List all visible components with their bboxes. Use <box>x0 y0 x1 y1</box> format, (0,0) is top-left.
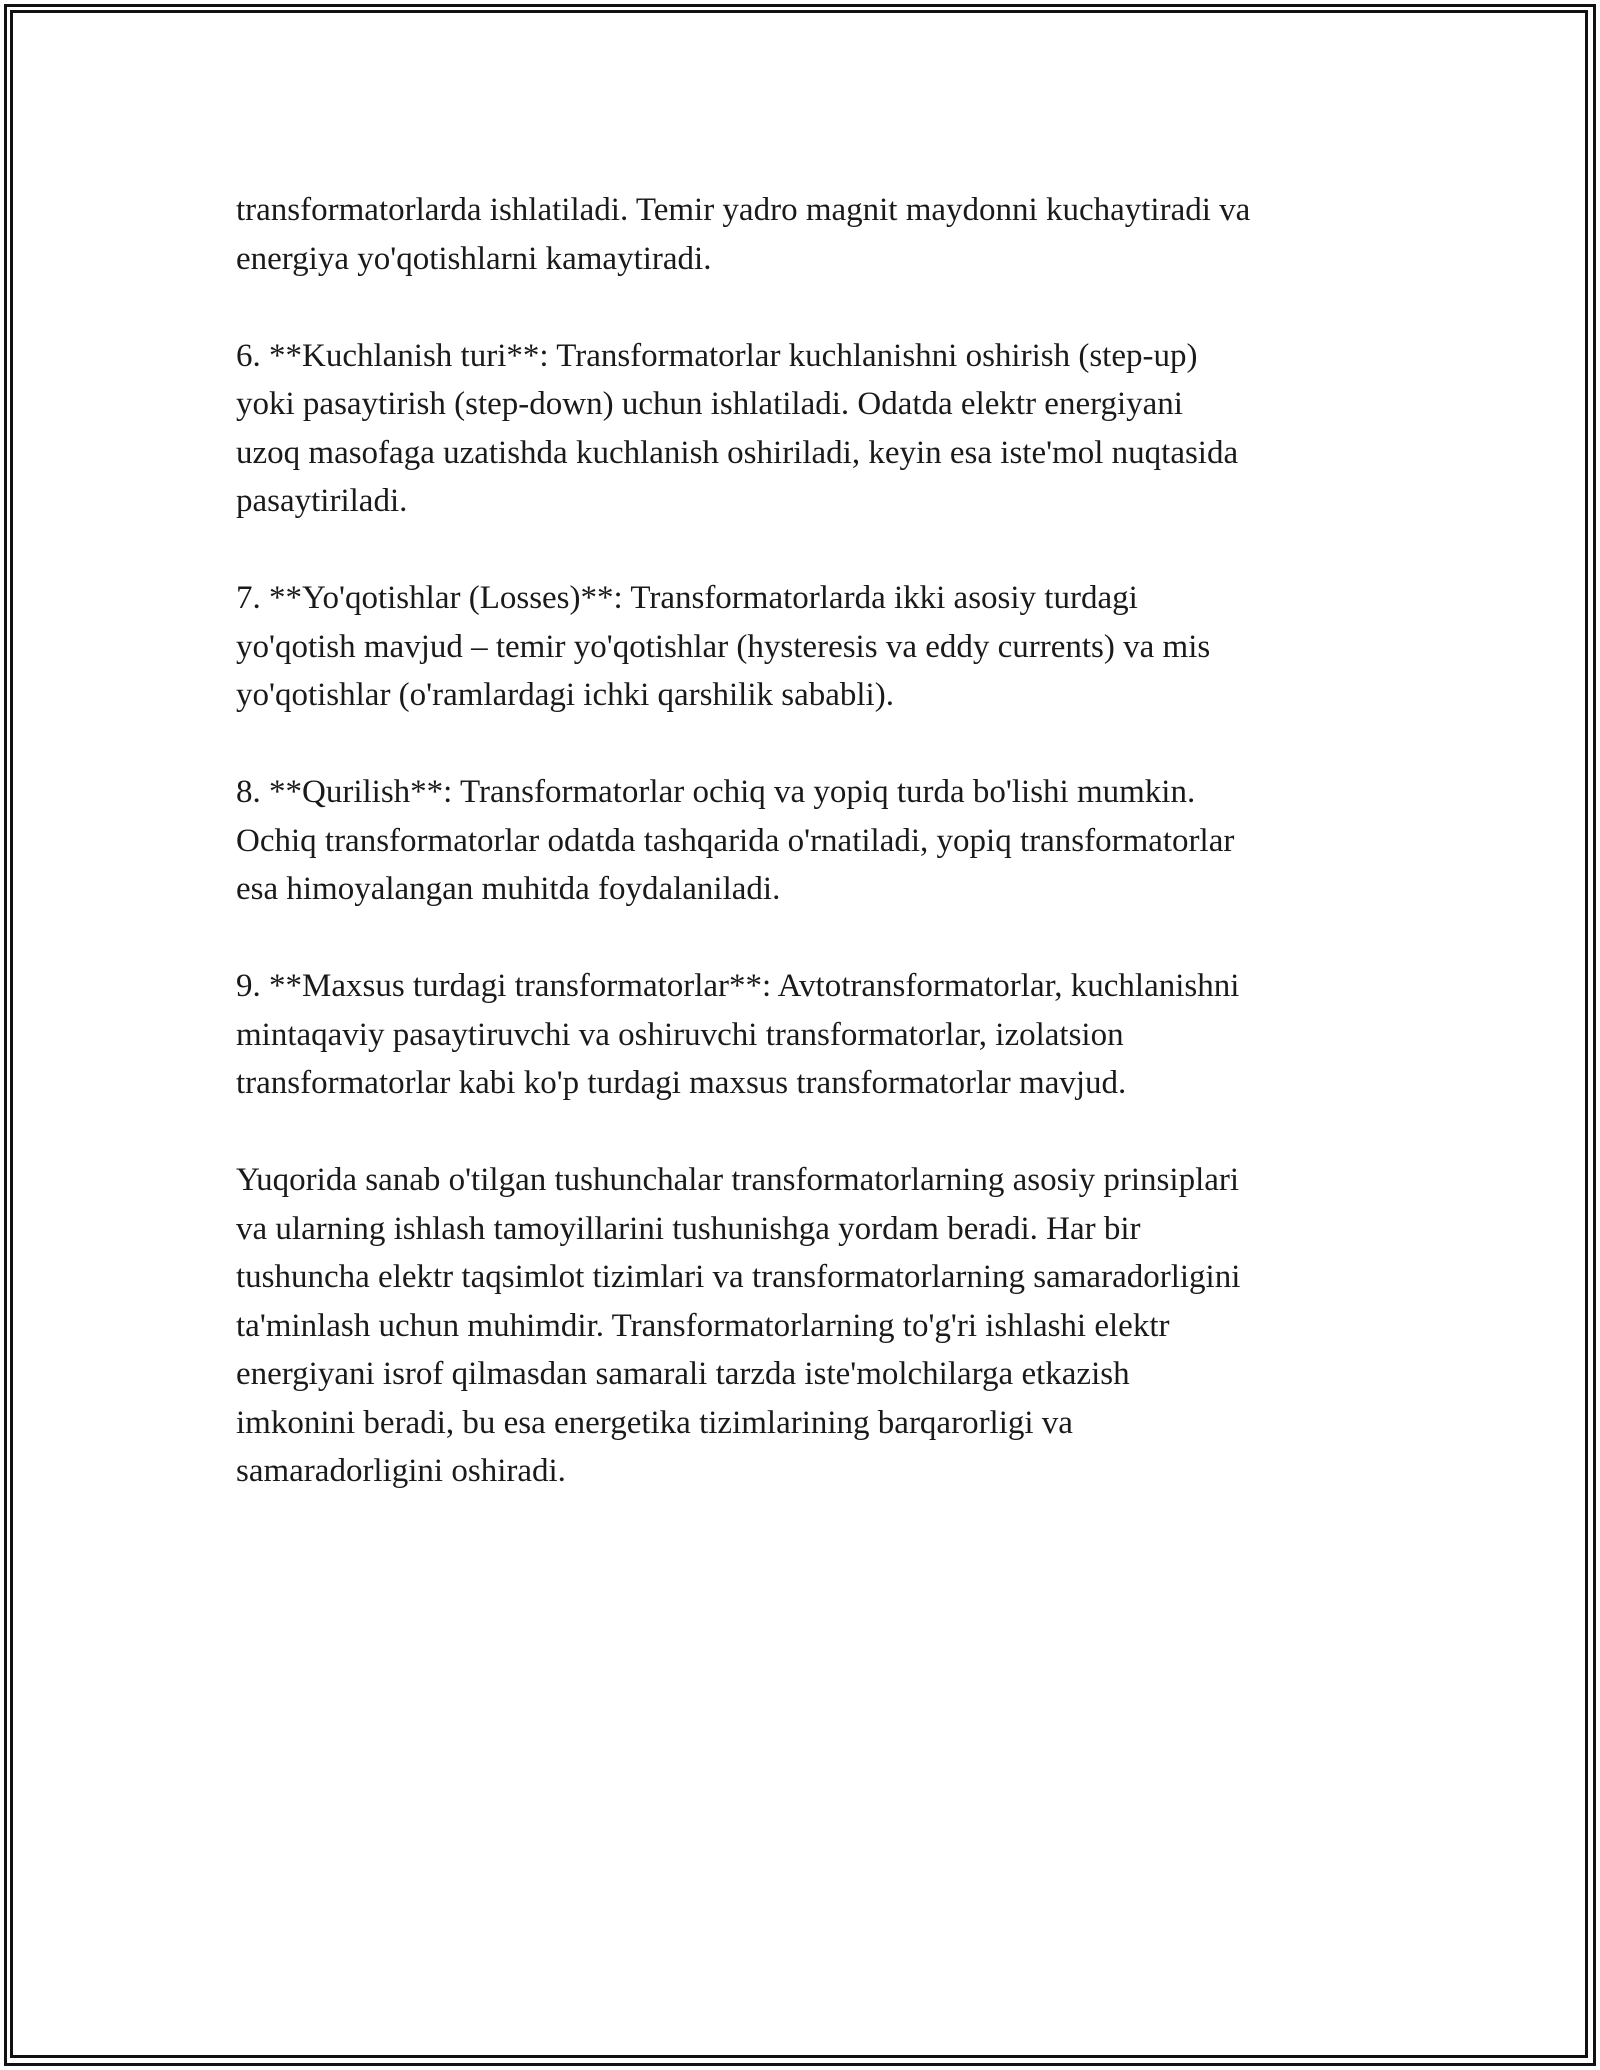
text-line: 8. **Qurilish**: Transformatorlar ochiq va yopiq turda bo'lishi mumkin. <box>236 774 1196 810</box>
text-line: transformatorlarda ishlatiladi. Temir yadro magnit maydonni kuchaytiradi va <box>236 192 1251 228</box>
text-line: ta'minlash uchun muhimdir. Transformatorlarning to'g'ri ishlashi elektr <box>236 1307 1170 1344</box>
text-line: pasaytiriladi. <box>236 483 408 519</box>
text-line: 9. **Maxsus turdagi transformatorlar**: Avtotransformatorlar, kuchlanishni <box>236 968 1240 1004</box>
text-line: yoki pasaytirish (step-down) uchun ishlatiladi. Odatda elektr energiyani <box>236 386 1183 422</box>
text-line: uzoq masofaga uzatishda kuchlanish oshiriladi, keyin esa iste'mol nuqtasida <box>236 434 1239 471</box>
paragraph-iron-core-continuation <box>236 186 1396 283</box>
paragraph-item-7-losses <box>236 574 1396 720</box>
document-body <box>236 186 1396 1544</box>
paragraph-item-9-special-transformers <box>236 962 1396 1108</box>
text-line: va ularning ishlash tamoyillarini tushunishga yordam beradi. Har bir <box>236 1210 1141 1247</box>
paragraph-item-8-construction <box>236 768 1396 914</box>
text-line: energiya yo'qotishlarni kamaytiradi. <box>236 240 712 277</box>
text-line: transformatorlar kabi ko'p turdagi maxsus transformatorlar mavjud. <box>236 1065 1127 1101</box>
text-line: tushuncha elektr taqsimlot tizimlari va transformatorlarning samaradorligini <box>236 1259 1241 1295</box>
paragraph-item-6-voltage-type <box>236 332 1396 526</box>
text-line: Yuqorida sanab o'tilgan tushunchalar transformatorlarning asosiy prinsiplari <box>236 1162 1240 1198</box>
text-line: Ochiq transformatorlar odatda tashqarida o'rnatiladi, yopiq transformatorlar <box>236 822 1235 859</box>
text-line: yo'qotish mavjud – temir yo'qotishlar (hysteresis va eddy currents) va mis <box>236 628 1211 665</box>
text-line: mintaqaviy pasaytiruvchi va oshiruvchi transformatorlar, izolatsion <box>236 1016 1124 1053</box>
text-line: yo'qotishlar (o'ramlardagi ichki qarshilik sababli). <box>236 677 894 713</box>
text-line: 6. **Kuchlanish turi**: Transformatorlar kuchlanishni oshirish (step-up) <box>236 337 1198 374</box>
text-line: 7. **Yo'qotishlar (Losses)**: Transformatorlarda ikki asosiy turdagi <box>236 580 1138 616</box>
text-line: samaradorligini oshiradi. <box>236 1453 566 1489</box>
text-line: esa himoyalangan muhitda foydalaniladi. <box>236 871 781 907</box>
text-line: energiyani isrof qilmasdan samarali tarzda iste'molchilarga etkazish <box>236 1356 1130 1392</box>
paragraph-conclusion <box>236 1156 1396 1496</box>
text-line: imkonini beradi, bu esa energetika tizimlarining barqarorligi va <box>236 1404 1073 1441</box>
